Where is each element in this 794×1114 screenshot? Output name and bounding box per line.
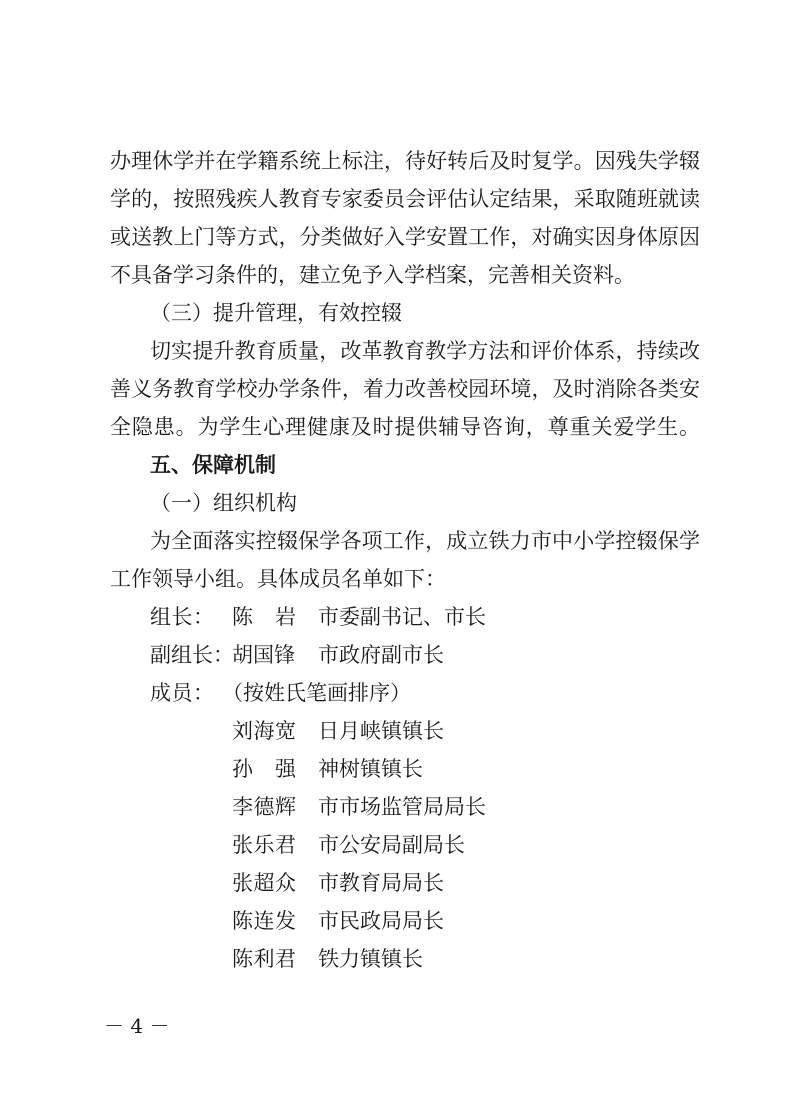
member-name: 陈连发 xyxy=(232,909,296,933)
page-number: － 4 － xyxy=(104,1014,170,1038)
paragraph-line: 切实提升教育质量，改革教育教学方法和评价体系，持续改 xyxy=(150,339,700,363)
deputy-name: 胡国锋 xyxy=(232,643,295,667)
member-name: 刘海宽 xyxy=(232,719,296,743)
member-row xyxy=(0,789,794,825)
subsection-heading: （三）提升管理，有效控辍 xyxy=(150,301,402,325)
member-row xyxy=(0,713,794,749)
paragraph-line: 或送教上门等方式，分类做好入学安置工作，对确实因身体原因 xyxy=(110,225,700,249)
member-row xyxy=(0,865,794,901)
paragraph-line: 办理休学并在学籍系统上标注，待好转后及时复学。因残失学辍 xyxy=(110,149,700,173)
paragraph-line: 工作领导小组。具体成员名单如下： xyxy=(110,567,446,591)
deputy-label: 副组长： xyxy=(150,643,234,667)
member-row xyxy=(0,827,794,863)
members-label: 成员： xyxy=(150,681,214,705)
member-title: 市民政局局长 xyxy=(318,909,444,933)
member-title: 神树镇镇长 xyxy=(318,757,423,781)
section-heading: 五、保障机制 xyxy=(150,453,276,477)
member-title: 市教育局局长 xyxy=(318,871,444,895)
member-row xyxy=(0,751,794,787)
members-row xyxy=(0,675,794,711)
member-title: 铁力镇镇长 xyxy=(318,947,423,971)
member-row xyxy=(0,903,794,939)
deputy-leader-row xyxy=(0,637,794,673)
leader-label: 组长： xyxy=(150,605,214,629)
paragraph-line: 全隐患。为学生心理健康及时提供辅导咨询，尊重关爱学生。 xyxy=(110,415,700,439)
member-name: 李德辉 xyxy=(232,795,296,819)
paragraph-line: 善义务教育学校办学条件，着力改善校园环境，及时消除各类安 xyxy=(110,377,700,401)
leader-title: 市委副书记、市长 xyxy=(318,605,486,629)
member-title: 市市场监管局局长 xyxy=(318,795,486,819)
deputy-title: 市政府副市长 xyxy=(318,643,444,667)
member-name: 陈利君 xyxy=(232,947,296,971)
leader-name: 陈岩 xyxy=(232,605,296,629)
paragraph-line: 不具备学习条件的，建立免予入学档案，完善相关资料。 xyxy=(110,263,635,287)
subsection-heading: （一）组织机构 xyxy=(150,491,297,515)
member-name: 孙强 xyxy=(232,757,296,781)
paragraph-line: 学的，按照残疾人教育专家委员会评估认定结果，采取随班就读 xyxy=(110,187,700,211)
leader-row xyxy=(0,599,794,635)
member-title: 市公安局副局长 xyxy=(318,833,465,857)
member-name: 张乐君 xyxy=(232,833,296,857)
paragraph-line: 为全面落实控辍保学各项工作，成立铁力市中小学控辍保学 xyxy=(150,529,700,553)
members-note: （按姓氏笔画排序） xyxy=(222,681,411,705)
member-row xyxy=(0,941,794,977)
member-name: 张超众 xyxy=(232,871,296,895)
member-title: 日月峡镇镇长 xyxy=(318,719,444,743)
